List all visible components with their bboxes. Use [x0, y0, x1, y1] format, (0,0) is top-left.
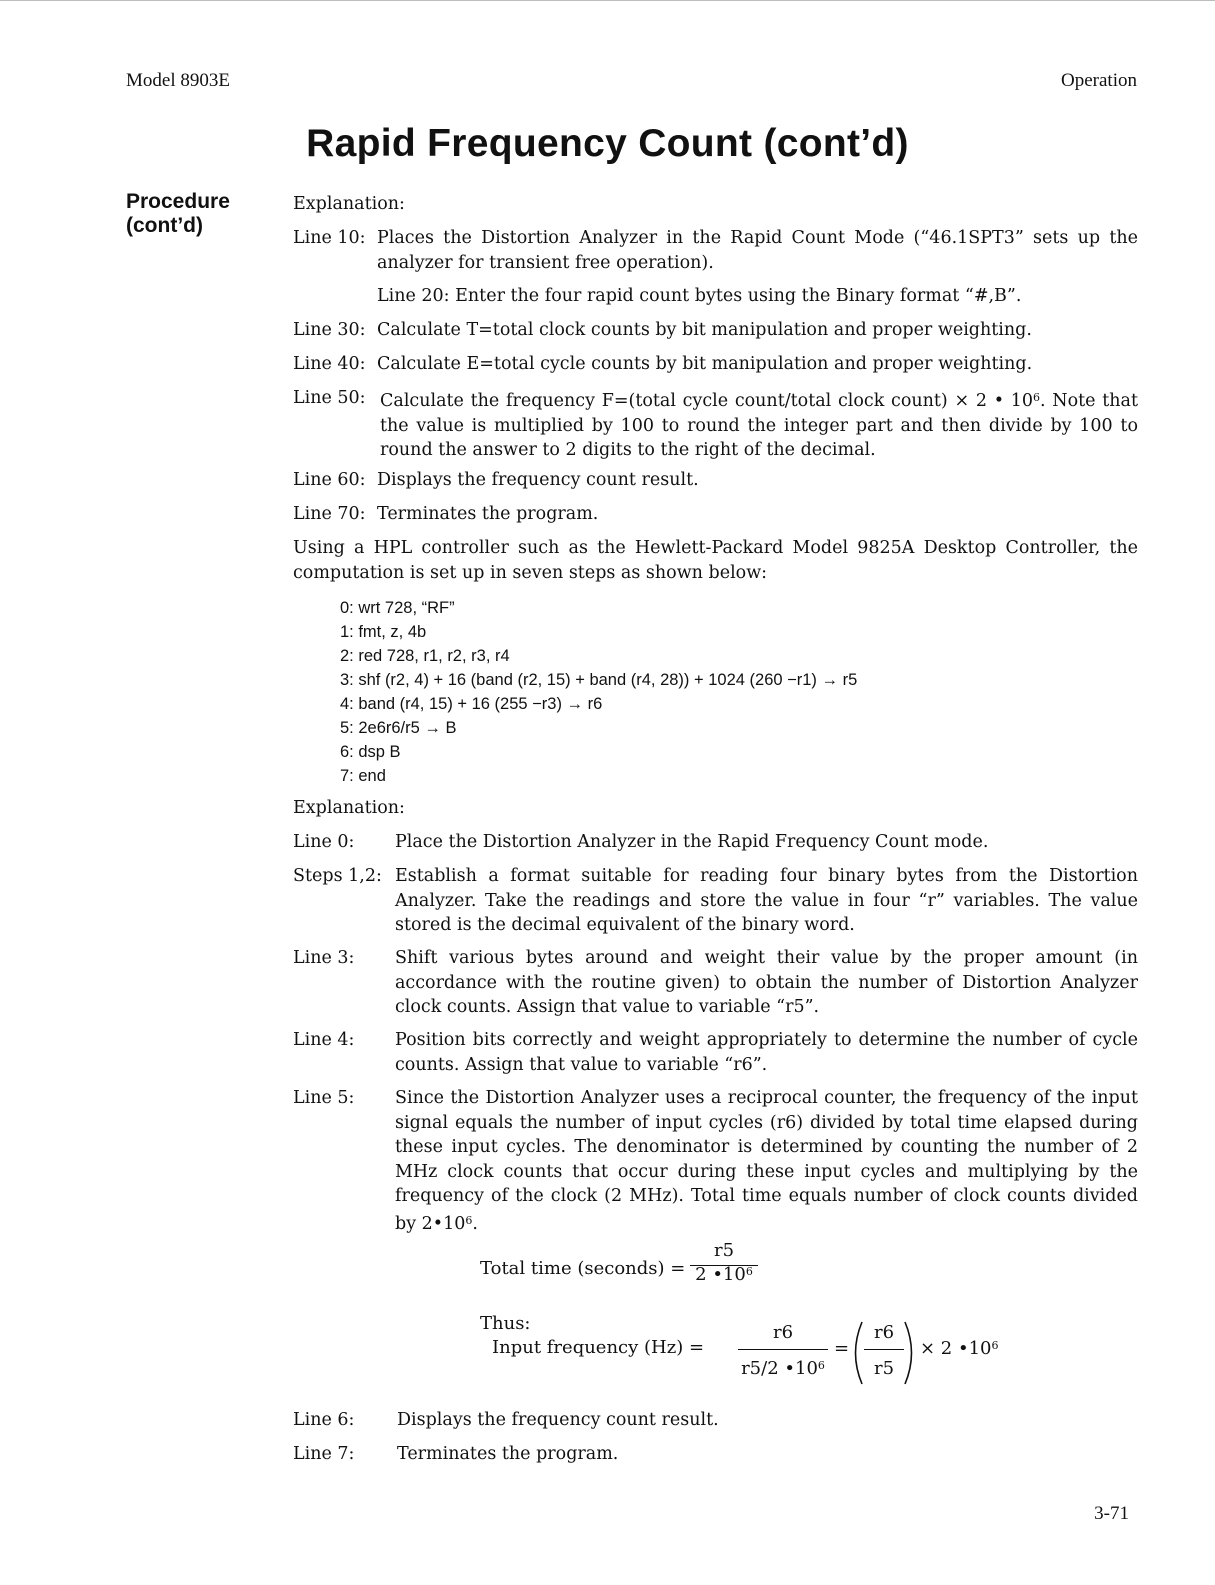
code-line: 0: wrt 728, “RF” — [340, 599, 455, 617]
line3-label: Line 3: — [293, 948, 355, 968]
line20-entry: Line 20: Enter the four rapid count bytes using the Binary format “#,B”. — [377, 286, 1022, 306]
line10-text: Places the Distortion Analyzer in the Rapid Count Mode (“46.1SPT3” sets up the analyzer for transient free operation). — [377, 228, 1138, 273]
freq-numerator: r6 — [772, 1322, 794, 1343]
line30-entry — [293, 318, 1138, 343]
line60-label: Line 60: — [293, 470, 366, 490]
line5-text-post: . — [472, 1213, 478, 1234]
freq-den-exp: 6 — [817, 1359, 825, 1372]
line5-text — [395, 1086, 1138, 1236]
total-time-denominator — [688, 1264, 760, 1285]
steps12-text: Establish a format suitable for reading four binary bytes from the Distortion Analyzer. Take the readings and store the value in four “r” variables. The value stored is the decimal equivalent of the binary word. — [395, 866, 1138, 935]
code-line: 3: shf (r2, 4) + 16 (band (r2, 15) + band (r4, 28)) + 1024 (260 −r1) → r5 — [340, 671, 858, 689]
code-line: 1: fmt, z, 4b — [340, 623, 427, 641]
explanation-heading-2: Explanation: — [293, 798, 405, 818]
line70-text: Terminates the program. — [377, 504, 599, 524]
total-time-label: Total time (seconds) = — [480, 1258, 686, 1279]
line0-label: Line 0: — [293, 832, 355, 852]
paren-denominator: r5 — [873, 1358, 895, 1379]
line4-entry — [293, 1028, 1138, 1077]
line5-entry — [293, 1086, 1138, 1236]
line0-text: Place the Distortion Analyzer in the Rapid Frequency Count mode. — [395, 832, 989, 852]
line4-label: Line 4: — [293, 1030, 355, 1050]
total-time-den-exp: 6 — [745, 1265, 753, 1278]
explanation-heading-1: Explanation: — [293, 194, 405, 214]
line40-entry — [293, 352, 1138, 377]
paren-fraction-bar — [864, 1349, 904, 1350]
section-label-line1: Procedure — [126, 190, 230, 213]
line6-entry — [293, 1408, 1138, 1433]
line7-label: Line 7: — [293, 1444, 355, 1464]
line50-entry — [293, 386, 1138, 463]
input-frequency-label: Input frequency (Hz) = — [492, 1337, 705, 1358]
freq-fraction-bar — [738, 1349, 828, 1350]
paren-numerator: r6 — [873, 1322, 895, 1343]
freq-denominator — [738, 1358, 828, 1379]
equals-sign: = — [834, 1338, 850, 1359]
line40-label: Line 40: — [293, 354, 366, 374]
code-line: 4: band (r4, 15) + 16 (255 −r3) → r6 — [340, 695, 603, 713]
line7-text: Terminates the program. — [397, 1444, 619, 1464]
line50-text-pre: Calculate the frequency F=(total cycle count/total clock count) × 2 • 10 — [380, 391, 1033, 411]
line4-text: Position bits correctly and weight appropriately to determine the number of cycle counts. Assign that value to variable “r6”. — [395, 1030, 1138, 1075]
line50-text-post: . Note that the value is multiplied by 100 to round the integer part and then divide by 100 to round the answer to 2 digits to the right of the decimal. — [380, 391, 1138, 460]
line40-text: Calculate E=total cycle counts by bit manipulation and proper weighting. — [377, 354, 1033, 374]
times-factor — [920, 1338, 999, 1359]
line50-label: Line 50: — [293, 388, 366, 408]
header-model: Model 8903E — [126, 70, 230, 91]
code-line: 2: red 728, r1, r2, r3, r4 — [340, 647, 510, 665]
line3-entry — [293, 946, 1138, 1020]
line7-entry — [293, 1442, 1138, 1467]
code-line: 7: end — [340, 767, 386, 785]
right-parenthesis — [900, 1320, 920, 1386]
line10-entry — [293, 226, 1138, 275]
intro-paragraph: Using a HPL controller such as the Hewlett-Packard Model 9825A Desktop Controller, the computation is set up in seven steps as shown below: — [293, 538, 1138, 583]
line60-text: Displays the frequency count result. — [377, 470, 699, 490]
code-line: 6: dsp B — [340, 743, 401, 761]
page-title: Rapid Frequency Count (cont’d) — [306, 122, 909, 165]
line30-label: Line 30: — [293, 320, 366, 340]
line10-label: Line 10: — [293, 228, 366, 248]
line70-label: Line 70: — [293, 504, 366, 524]
thus-label: Thus: — [480, 1313, 531, 1334]
line60-entry — [293, 468, 1138, 493]
section-label-line2: (cont’d) — [126, 214, 203, 237]
steps12-label: Steps 1,2: — [293, 866, 382, 886]
line70-entry — [293, 502, 1138, 527]
line30-text: Calculate T=total clock counts by bit manipulation and proper weighting. — [377, 320, 1032, 340]
line50-text — [380, 386, 1138, 463]
header-section: Operation — [1061, 70, 1137, 91]
page-number: 3-71 — [1094, 1503, 1129, 1524]
line5-text-pre: Since the Distortion Analyzer uses a reciprocal counter, the frequency of the input signal equals the number of input cycles (r6) divided by total time elapsed during these input cycles. The denominator is determined by counting the number of 2 MHz clock counts that occur during these input cycles and multiplying by the frequency of the clock (2 MHz). Total time equals number of clock counts divided by 2•10 — [395, 1088, 1138, 1234]
code-listing — [340, 596, 857, 788]
section-label — [126, 190, 230, 238]
top-border — [0, 0, 1215, 1]
line6-label: Line 6: — [293, 1410, 355, 1430]
times-base: × 2 •10 — [920, 1338, 992, 1359]
line50-exponent: 6 — [1033, 391, 1040, 404]
line3-text: Shift various bytes around and weight their value by the proper amount (in accordance with the routine given) to obtain the number of Distortion Analyzer clock counts. Assign that value to variable “r5”. — [395, 948, 1138, 1017]
line6-text: Displays the frequency count result. — [397, 1410, 719, 1430]
total-time-den-base: 2 •10 — [695, 1264, 746, 1285]
steps12-entry — [293, 864, 1138, 938]
line5-exponent: 6 — [465, 1213, 473, 1227]
line0-entry — [293, 830, 1138, 855]
times-exp: 6 — [991, 1339, 999, 1352]
line5-label: Line 5: — [293, 1088, 355, 1108]
freq-den-base: r5/2 •10 — [741, 1358, 818, 1379]
code-line: 5: 2e6r6/r5 → B — [340, 719, 457, 737]
total-time-numerator: r5 — [713, 1240, 735, 1261]
